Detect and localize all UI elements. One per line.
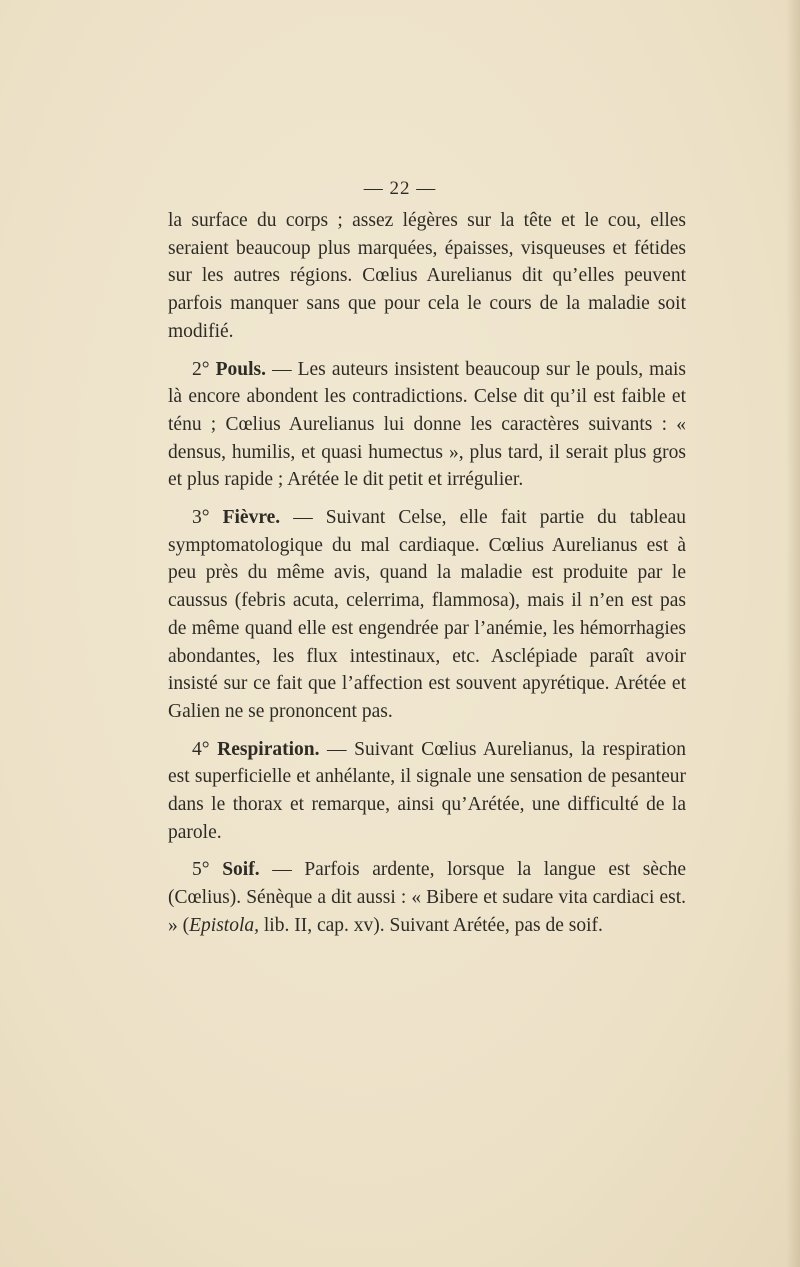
paragraph-text: — Les auteurs insistent beaucoup sur le pouls, mais là encore abondent les contradictions. Celse dit qu’il est faible et ténu ; Cœlius Aurelianus lui donne les caractères suivants : « densus, humilis, et quasi humectus », plus tard, il serait plus gros et plus rapide ; Arétée le dit petit et irrégulier. bbox=[168, 358, 687, 491]
section-number: 2° bbox=[192, 358, 210, 380]
section-number: 5° bbox=[192, 859, 210, 881]
paragraph-fievre bbox=[168, 504, 686, 726]
section-heading: Soif. bbox=[222, 859, 260, 881]
page-number: — 22 — bbox=[363, 178, 437, 199]
paragraph-text: la surface du corps ; assez légères sur la tête et le cou, elles seraient beaucoup plus marquées, épaisses, visqueuses et fétides sur les autres régions. Cœlius Aurelianus dit qu’elles peuvent parfois manquer sans que pour cela le cours de la maladie soit modifié. bbox=[168, 210, 686, 342]
paragraph-text: — Suivant Celse, elle fait partie du tableau symptomatologique du mal cardiaque. Cœlius Aurelianus est à peu près du même avis, quand la maladie est produite par le caussus (febris acuta, celerrima, flammosa), mais il n’en est pas de même quand elle est engendrée par l’anémie, les hémorrhagies abondantes, les flux intestinaux, etc. Asclépiade paraît avoir insisté sur ce fait que l’affection est souvent apyrétique. Arétée et Galien ne se prononcent pas. bbox=[168, 507, 686, 722]
section-heading: Fièvre. bbox=[222, 507, 281, 529]
paragraph-continuation bbox=[168, 207, 686, 346]
paragraph-soif bbox=[168, 856, 686, 939]
paragraph-text: lib. II, cap. xv). Suivant Arétée, pas de soif. bbox=[259, 914, 603, 936]
paragraph-text: — Suivant Cœlius Aurelianus, la respiration est superficielle et anhélante, il signale une sensation de pesanteur dans le thorax et remarque, ainsi qu’Arétée, une difficulté de la parole. bbox=[168, 738, 687, 843]
paragraph-respiration bbox=[168, 736, 686, 847]
paragraph-text: — Parfois ardente, lorsque la langue est sèche (Cœlius). Sénèque a dit aussi : « Bibere et sudare vita cardiaci est. » ( bbox=[168, 859, 686, 936]
section-number: 3° bbox=[192, 507, 210, 529]
paragraph-pouls bbox=[168, 356, 686, 495]
section-number: 4° bbox=[192, 738, 210, 760]
citation-title: Epistola, bbox=[189, 914, 260, 936]
section-heading: Respiration. bbox=[217, 738, 320, 760]
section-heading: Pouls. bbox=[215, 358, 267, 380]
body-text bbox=[168, 207, 686, 940]
